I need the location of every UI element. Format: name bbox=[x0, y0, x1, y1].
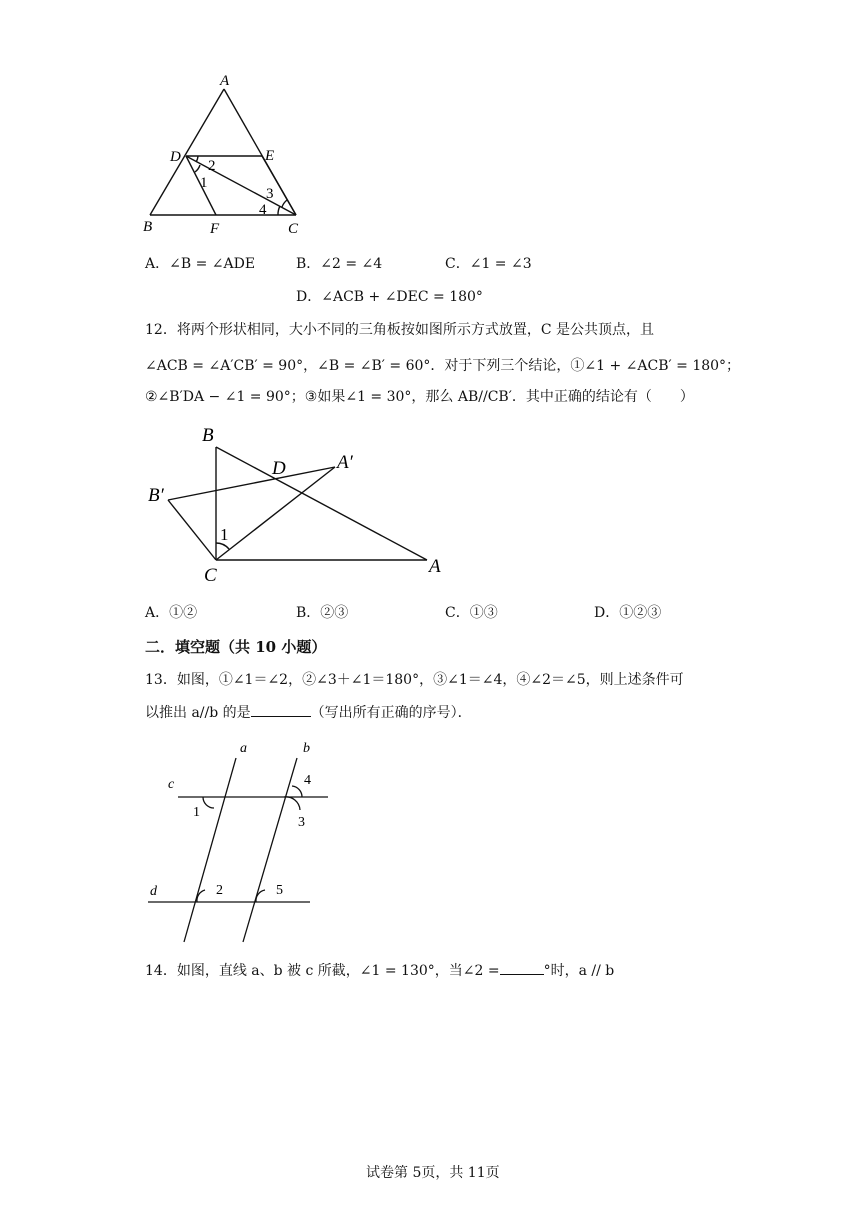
label-C: C bbox=[204, 565, 217, 586]
label-F: F bbox=[210, 221, 220, 237]
label-A: A bbox=[429, 556, 441, 577]
label-E: E bbox=[265, 148, 275, 164]
label-c: c bbox=[168, 777, 175, 792]
q13-line-1: 13．如图，①∠1＝∠2，②∠3＋∠1＝180°，③∠1＝∠4，④∠2＝∠5，则上述条件可 bbox=[145, 672, 684, 688]
q13-line-2-prefix: 以推出 a//b 的是 bbox=[145, 705, 251, 721]
q12-option-d: D．①②③ bbox=[594, 605, 662, 621]
label-3: 3 bbox=[266, 186, 274, 202]
label-D: D bbox=[272, 458, 286, 479]
label-3: 3 bbox=[298, 815, 305, 830]
label-D: D bbox=[170, 149, 181, 165]
label-1: 1 bbox=[220, 525, 229, 544]
label-d: d bbox=[150, 884, 157, 899]
label-A-prime: A′ bbox=[337, 452, 353, 473]
q12-line-2: ∠ACB = ∠A′CB′ = 90°，∠B = ∠B′ = 60°．对于下列三个结论，①∠1 + ∠ACB′ = 180°； bbox=[145, 358, 741, 374]
label-1: 1 bbox=[200, 175, 208, 191]
q14-text bbox=[145, 961, 614, 981]
label-b: b bbox=[303, 741, 310, 756]
label-A: A bbox=[220, 73, 230, 89]
label-B: B bbox=[143, 219, 153, 235]
q11-option-d: D．∠ACB + ∠DEC = 180° bbox=[296, 289, 483, 305]
q11-option-a: A．∠B = ∠ADE bbox=[145, 256, 256, 272]
label-2: 2 bbox=[208, 158, 216, 174]
page-footer: 试卷第 5页，共 11页 bbox=[366, 1165, 500, 1181]
q12-option-c: C．①③ bbox=[445, 605, 498, 621]
label-2: 2 bbox=[216, 883, 223, 898]
q14-suffix: °时，a // b bbox=[543, 963, 615, 979]
answer-blank[interactable] bbox=[500, 974, 544, 975]
label-C: C bbox=[288, 221, 299, 237]
q13-line-2-suffix: （写出所有正确的序号）． bbox=[310, 705, 472, 721]
label-B-prime: B′ bbox=[148, 485, 164, 506]
label-B: B bbox=[202, 425, 214, 446]
label-4: 4 bbox=[304, 773, 311, 788]
q14-prefix: 14．如图，直线 a、b 被 c 所截，∠1 = 130°，当∠2 = bbox=[145, 963, 500, 979]
label-5: 5 bbox=[276, 883, 283, 898]
q12-option-a: A．①② bbox=[145, 605, 198, 621]
q11-option-c: C．∠1 = ∠3 bbox=[445, 256, 532, 272]
q12-line-3: ②∠B′DA − ∠1 = 90°；③如果∠1 = 30°，那么 AB//CB′．其中正确的结论有（ ） bbox=[145, 389, 694, 405]
q12-option-b: B．②③ bbox=[296, 605, 349, 621]
label-4: 4 bbox=[259, 202, 267, 218]
q11-option-b: B．∠2 = ∠4 bbox=[296, 256, 383, 272]
section-title: 二．填空题（共 10 小题） bbox=[145, 638, 327, 656]
q12-line-1: 12．将两个形状相同，大小不同的三角板按如图所示方式放置，C 是公共顶点，且 bbox=[145, 322, 654, 338]
label-1: 1 bbox=[193, 805, 200, 820]
label-a: a bbox=[240, 741, 247, 756]
